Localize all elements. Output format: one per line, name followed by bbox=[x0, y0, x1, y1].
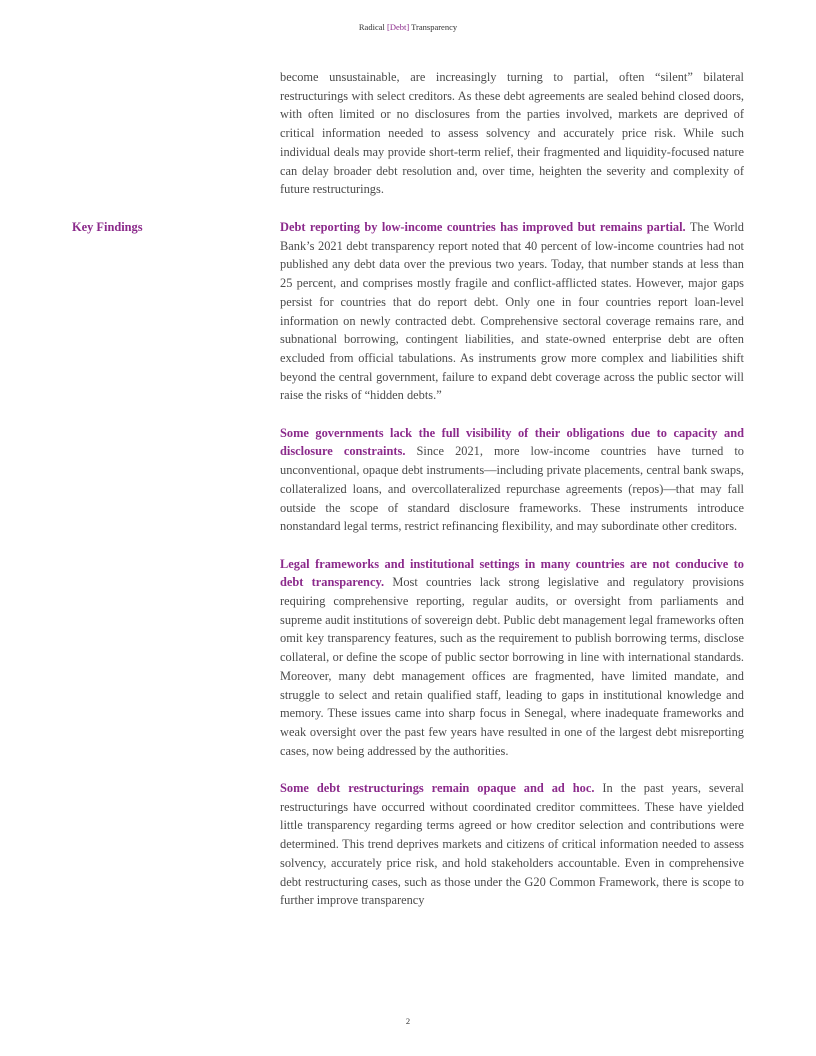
finding-paragraph bbox=[280, 218, 744, 405]
header-prefix: Radical bbox=[358, 22, 387, 32]
finding-text: In the past years, several restructurings have occurred without coordinated creditor committees. These have yielded little transparency regarding terms agreed or how creditor selection and contributions were determined. This trend deprives markets and citizens of critical information needed to assess solvency, accurately price risk, and hold stakeholders accountable. Even in comprehensive debt restructuring cases, such as those under the G20 Common Framework, there is scope to further improve transparency bbox=[280, 781, 744, 908]
page-number: 2 bbox=[405, 1016, 411, 1026]
section-label-key-findings: Key Findings bbox=[72, 220, 143, 234]
intro-column bbox=[280, 68, 744, 218]
finding-text: The World Bank’s 2021 debt transparency report noted that 40 percent of low-income countries had not published any debt data over the previous two years. Today, that number stands at less than 25 percent, and comprises mostly fragile and conflict-afflicted states. However, major gaps persist for countries that do report debt. Only one in four countries report loan-level information on newly contracted debt. Comprehensive sectoral coverage remains rare, and subnational borrowing, contingent liabilities, and state-owned enterprise debt are often excluded from official tabulations. As instruments grow more complex and liabilities shift beyond the central government, failure to expand debt coverage across the public sector will raise the risks of “hidden debts.” bbox=[280, 220, 744, 403]
key-findings-column bbox=[280, 218, 744, 929]
finding-text: Most countries lack strong legislative and regulatory provisions requiring comprehensive reporting, regular audits, or oversight from parliaments and supreme audit institutions of sovereign debt. Public debt management legal frameworks often omit key transparency features, such as the requirement to publish borrowing terms, disclose collateral, or define the scope of public sector borrowing in line with international standards. Moreover, many debt management offices are fragmented, have limited mandate, and struggle to select and retain qualified staff, leading to gaps in institutional knowledge and memory. These issues came into sharp focus in Senegal, where inadequate frameworks and weak oversight over the past few years have resulted in one of the largest debt misreporting cases, now being addressed by the authorities. bbox=[280, 575, 744, 758]
header-accent: [Debt] bbox=[386, 22, 410, 32]
finding-text: Since 2021, more low-income countries have turned to unconventional, opaque debt instruments—including private placements, central bank swaps, collateralized loans, and overcollateralized repurchase agreements (repos)—that may fall outside the scope of standard disclosure frameworks. These instruments introduce nonstandard legal terms, restrict refinancing flexibility, and may subordinate other creditors. bbox=[280, 444, 744, 534]
finding-lead: Some debt restructurings remain opaque and ad hoc. bbox=[280, 781, 595, 796]
finding-paragraph bbox=[280, 424, 744, 536]
header-suffix: Transparency bbox=[409, 22, 458, 32]
finding-lead: Some governments lack the full visibility of their obligations due to capacity and disclosure constraints. bbox=[280, 425, 744, 459]
finding-paragraph bbox=[280, 555, 744, 761]
finding-lead: Debt reporting by low-income countries has improved but remains partial. bbox=[280, 220, 686, 234]
running-header bbox=[0, 22, 816, 32]
finding-paragraph bbox=[280, 779, 744, 910]
finding-lead: Legal frameworks and institutional settings in many countries are not conducive to debt transparency. bbox=[280, 556, 744, 590]
intro-paragraph: become unsustainable, are increasingly turning to partial, often “silent” bilateral restructurings with select creditors. As these debt agreements are sealed behind closed doors, with often limited or no disclosures from the parties involved, markets are deprived of critical information needed to assess solvency and accurately price risk. While such individual deals may provide short-term relief, their fragmented and liquidity-focused nature can delay broader debt resolution and, over time, heighten the severity and complexity of future restructurings. bbox=[280, 70, 744, 197]
